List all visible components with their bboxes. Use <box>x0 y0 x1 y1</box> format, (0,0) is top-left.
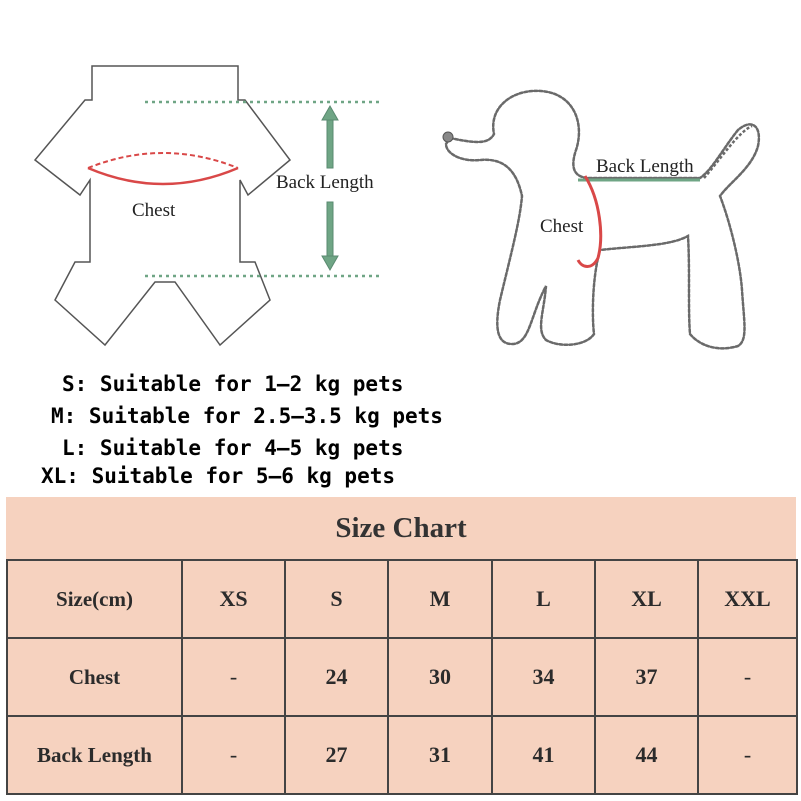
suitability-m: M: Suitable for 2.5–3.5 kg pets <box>51 404 443 428</box>
dog-back-length-label: Back Length <box>596 156 694 177</box>
row-label: Back Length <box>7 716 182 794</box>
header-cell: Size(cm) <box>7 560 182 638</box>
measurement-illustration <box>0 0 801 370</box>
header-cell: XL <box>595 560 698 638</box>
table-cell: 30 <box>388 638 492 716</box>
header-cell: XS <box>182 560 285 638</box>
header-row <box>7 560 797 638</box>
size-chart-title: Size Chart <box>335 511 467 544</box>
table-cell: 24 <box>285 638 388 716</box>
suitability-xl: XL: Suitable for 5–6 kg pets <box>41 464 396 488</box>
row-label: Chest <box>7 638 182 716</box>
suitability-s: S: Suitable for 1–2 kg pets <box>62 372 404 396</box>
garment-chest-label: Chest <box>132 200 176 221</box>
suitability-l: L: Suitable for 4–5 kg pets <box>62 436 404 460</box>
table-cell: 37 <box>595 638 698 716</box>
dog-chest-label: Chest <box>540 216 584 237</box>
table-row <box>7 638 797 716</box>
size-chart-table <box>6 559 798 795</box>
table-cell: - <box>182 638 285 716</box>
measurement-diagrams <box>0 0 801 370</box>
table-cell: - <box>698 638 797 716</box>
header-cell: L <box>492 560 595 638</box>
table-row <box>7 716 797 794</box>
table-cell: 44 <box>595 716 698 794</box>
table-cell: - <box>182 716 285 794</box>
header-cell: M <box>388 560 492 638</box>
dog-nose <box>443 132 453 142</box>
table-cell: 27 <box>285 716 388 794</box>
garment-back-length-label: Back Length <box>276 172 374 193</box>
header-cell: XXL <box>698 560 797 638</box>
table-cell: 31 <box>388 716 492 794</box>
size-chart <box>6 497 796 795</box>
dog-outline <box>446 91 759 349</box>
table-cell: - <box>698 716 797 794</box>
table-cell: 34 <box>492 638 595 716</box>
table-cell: 41 <box>492 716 595 794</box>
header-cell: S <box>285 560 388 638</box>
